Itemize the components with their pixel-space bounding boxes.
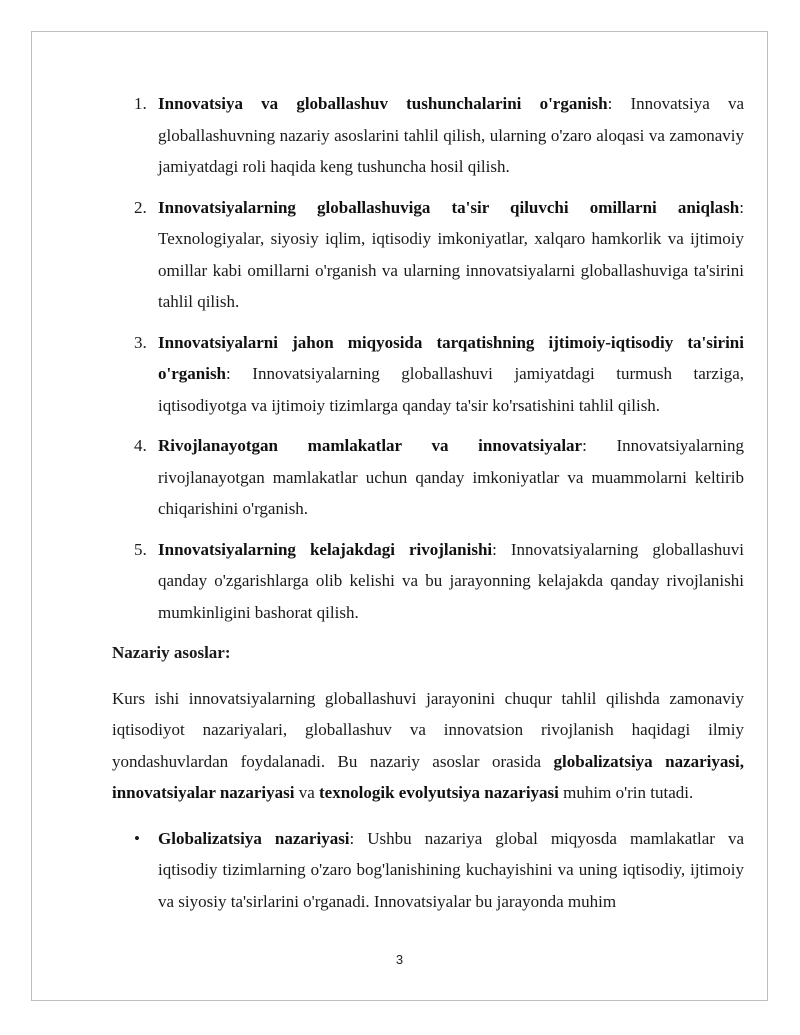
item-title: Rivojlanayotgan mamlakatlar va innovatsiyalar <box>158 436 583 455</box>
section-heading: Nazariy asoslar: <box>112 643 231 662</box>
item-title: Innovatsiyalarning globallashuviga ta'sir qiluvchi omillarni aniqlash <box>158 197 740 217</box>
list-item <box>112 534 744 629</box>
bullet-icon: • <box>134 828 140 848</box>
list-item <box>112 88 744 183</box>
list-number: 5. <box>134 539 147 559</box>
theories-list <box>112 823 744 918</box>
item-title: Globalizatsiya nazariyasi <box>158 828 350 848</box>
list-number: 3. <box>134 332 147 352</box>
page-number: 3 <box>395 952 404 967</box>
list-item <box>112 430 744 525</box>
document-page <box>31 31 768 1001</box>
item-text: : Texnologiyalar, siyosiy iqlim, iqtisodiy imkoniyatlar, xalqaro hamkorlik va ijtimoiy omillar kabi omillarni o'rganish va ularning innovatsiyalarni globallashuviga ta'sirini tahlil qilish. <box>158 197 744 311</box>
list-number: 2. <box>134 197 147 217</box>
intro-separator: , <box>739 751 744 771</box>
item-title: Innovatsiya va globallashuv tushunchalarini o'rganish <box>158 94 608 113</box>
intro-paragraph <box>112 683 744 809</box>
item-text: : Ushbu nazariya global miqyosda mamlakatlar va iqtisodiy tizimlarning o'zaro bog'lanishining kuchayishini va uning iqtisodiy, ijtimoiy va siyosiy ta'sirlarini o'rganadi. Innovatsiyalar bu jarayonda muhim <box>158 828 744 911</box>
list-item <box>112 823 744 918</box>
intro-term-innovation: innovatsiyalar nazariyasi <box>112 783 295 802</box>
item-text: : Innovatsiya va globallashuvning nazariy asoslarini tahlil qilish, ularning o'zaro aloqasi va zamonaviy jamiyatdagi roli haqida keng tushuncha hosil qilish. <box>158 94 744 176</box>
intro-term-evolution: texnologik evolyutsiya nazariyasi <box>319 783 559 802</box>
item-title: Innovatsiyalarni jahon miqyosida tarqatishning ijtimoiy-iqtisodiy ta'sirini o'rganish <box>158 332 744 383</box>
goals-list <box>112 88 744 628</box>
item-title: Innovatsiyalarning kelajakdagi rivojlanishi <box>158 539 493 559</box>
list-number: 4. <box>134 436 147 455</box>
list-item <box>112 192 744 318</box>
item-text: : Innovatsiyalarning rivojlanayotgan mamlakatlar uchun qanday imkoniyatlar va muammolarni keltirib chiqarishini o'rganish. <box>158 436 744 518</box>
intro-text: Kurs ishi innovatsiyalarning globallashuvi jarayonini chuqur tahlil qilishda zamonaviy iqtisodiyot nazariyalari, globallashuv va innovatsion rivojlanish haqidagi ilmiy yondashuvlardan foydalanadi. Bu nazariy asoslar orasida <box>112 688 744 771</box>
item-text: : Innovatsiyalarning globallashuvi qanday o'zgarishlarga olib kelishi va bu jarayonning kelajakda qanday rivojlanishi mumkinligini bashorat qilish. <box>158 539 744 622</box>
item-text: : Innovatsiyalarning globallashuvi jamiyatdagi turmush tarziga, iqtisodiyotga va ijtimoiy tizimlarga qanday ta'sir ko'rsatishini tahlil qilish. <box>158 364 744 415</box>
intro-separator: va <box>294 783 319 802</box>
list-item <box>112 327 744 422</box>
intro-text-end: muhim o'rin tutadi. <box>558 783 694 802</box>
page-content <box>112 88 744 917</box>
list-number: 1. <box>134 94 147 113</box>
intro-term-globalization: globalizatsiya nazariyasi <box>553 751 740 771</box>
